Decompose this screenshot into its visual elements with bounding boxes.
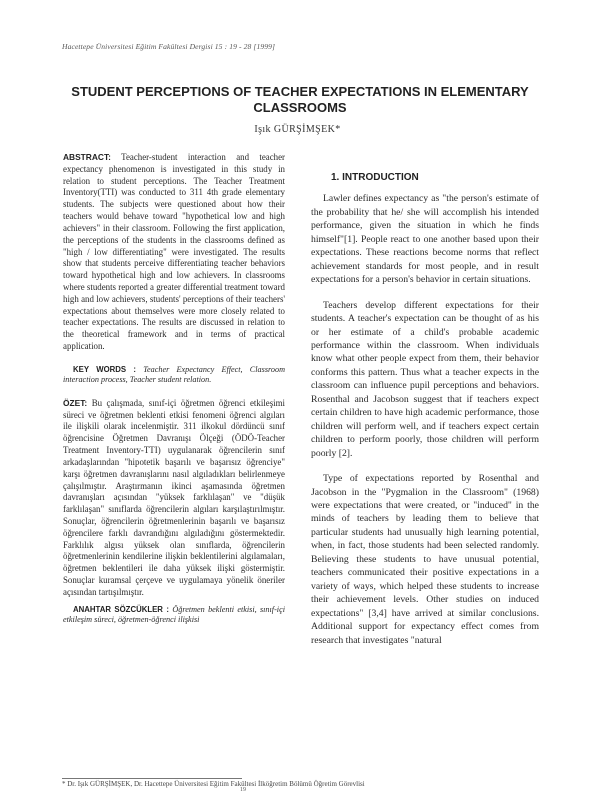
journal-header: Hacettepe Üniversitesi Eğitim Fakültesi Dergisi 15 : 19 - 28 [1999] xyxy=(62,42,276,51)
ozet xyxy=(63,398,285,599)
keywords-text: Teacher Expectancy Effect, Classroom interaction process, Teacher student relation. xyxy=(63,364,285,385)
intro-paragraph: Teachers develop different expectations for their students. A teacher's expectation can be thought of as his or her estimate of a child's probable academic performance within the classroom. When individuals know what other people expect from them, their behavior conforms this pattern. Thus what a teacher expects in the classroom can influence pupil perceptions and behaviors. Rosenthal and Jacobson suggest that if teachers expect certain children to have high academic performance, those children will perform well, and if teachers expect certain children to perform poorly, those children will perform poorly [2]. xyxy=(311,299,539,459)
ozet-text: Bu çalışmada, sınıf-içi öğretmen öğrenci etkileşimi süreci ve öğretmen beklenti etkisi fenomeni öğrenci algıları ile ilişkili olarak incelenmiştir. 311 ilkokul dördüncü sınıf öğrencisine Öğretmen Davranışı Ölçeği (ÖDÖ-Teacher Treatment Inventory-TTI) uygulanarak öğrencilerin sınıf arkadaşlarından "hipotetik başarılı ve başarısız öğrenciye" karşı öğretmen davranışlarını nasıl algıladıkları belirlenmeye çalışılmıştır. Araştırmanın ikinci aşamasında öğretmen davranışları açısından "yüksek farklılaşan" ve "düşük farklılaşan" sınıflarda öğrencilerin algıları karşılaştırılmıştır. Sonuçlar, öğrencilerin öğretmenlerinin başarılı ve başarısız öğrencilere farklı davrandığını algıladığını göstermektedir. Farklılık algısı yüksek olan sınıflarda, öğrencilerin öğretmenlerinin kendilerine ilişkin beklentilerini algılamaları, öğretmen beklentileri ile daha yüksek ilişki göstermiştir. Sonuçlar kuramsal çerçeve ve uygulamaya yönelik öneriler açısından tartışılmıştır. xyxy=(63,397,285,597)
anahtar-sozcukler-text: Öğretmen beklenti etkisi, sınıf-içi etkileşim süreci, öğretmen-öğrenci ilişkisi xyxy=(63,604,285,625)
author-name: Işık GÜRŞİMŞEK* xyxy=(254,124,341,135)
keywords-label: KEY WORDS : xyxy=(73,364,137,374)
paper-title: STUDENT PERCEPTIONS OF TEACHER EXPECTATIONS IN ELEMENTARY CLASSROOMS xyxy=(71,84,529,115)
keywords xyxy=(63,365,285,386)
intro-paragraph: Type of expectations reported by Rosenthal and Jacobson in the "Pygmalion in the Classroom" (1968) were expectations that were created, or "induced" in the minds of teachers by leading them to believe that particular students had unusually high learning potential, when, in fact, those students had been selected randomly. Believing these students to have unusual potential, teachers communicated their positive expectations in a variety of ways, which helped these students to increase their achievement levels. Other studies on induced expectations" [3,4] have arrived at similar conclusions. Additional support for expectancy effect comes from research that investigates "natural xyxy=(311,473,539,646)
page-number: 19 xyxy=(240,787,246,793)
left-column xyxy=(63,152,285,626)
ozet-label: ÖZET: xyxy=(63,397,88,408)
abstract xyxy=(63,152,285,353)
anahtar-sozcukler xyxy=(63,605,285,626)
abstract-text: Teacher-student interaction and teacher expectancy phenomenon is investigated in this study in relation to student perceptions. The Teacher Treatment Inventory(TTI) was conducted to 311 4th grade elementary students. The subjects were questioned about how their teachers would behave toward "hypothetical low and high achievers" in their classroom. Following the first application, the perceptions of the students in the classrooms defined as "high / low differentiating" were investigated. The results show that students perceive differentiating teacher behaviors toward hypothetical high and low achievers. In classrooms where students reported a greater differential treatment toward high and low achievers, students' perceptions of their teachers' expectations about themselves were more closely related to teacher expectations. The results are discussed in relation to the theoretical framework and in terms of practical application. xyxy=(63,152,285,351)
footnote: * Dr. Işık GÜRŞİMŞEK, Dr. Hacettepe Üniversitesi Eğitim Fakültesi İlköğretim Bölümü Öğretim Görevlisi xyxy=(62,780,365,788)
abstract-label: ABSTRACT: xyxy=(63,152,111,162)
section-heading-introduction: 1. INTRODUCTION xyxy=(331,172,419,183)
anahtar-sozcukler-label: ANAHTAR SÖZCÜKLER : xyxy=(73,604,169,614)
right-column xyxy=(311,171,539,647)
intro-paragraph: Lawler defines expectancy as "the person's estimate of the probability that he/ she will accomplish his intended performance, given the situation in which he finds himself"[1]. People react to one another based upon their expectations. These reactions become norms that reflect achievement standards for most people, and in result expectations for a person's behavior in certain situations. xyxy=(311,193,539,286)
footnote-rule xyxy=(62,778,242,779)
